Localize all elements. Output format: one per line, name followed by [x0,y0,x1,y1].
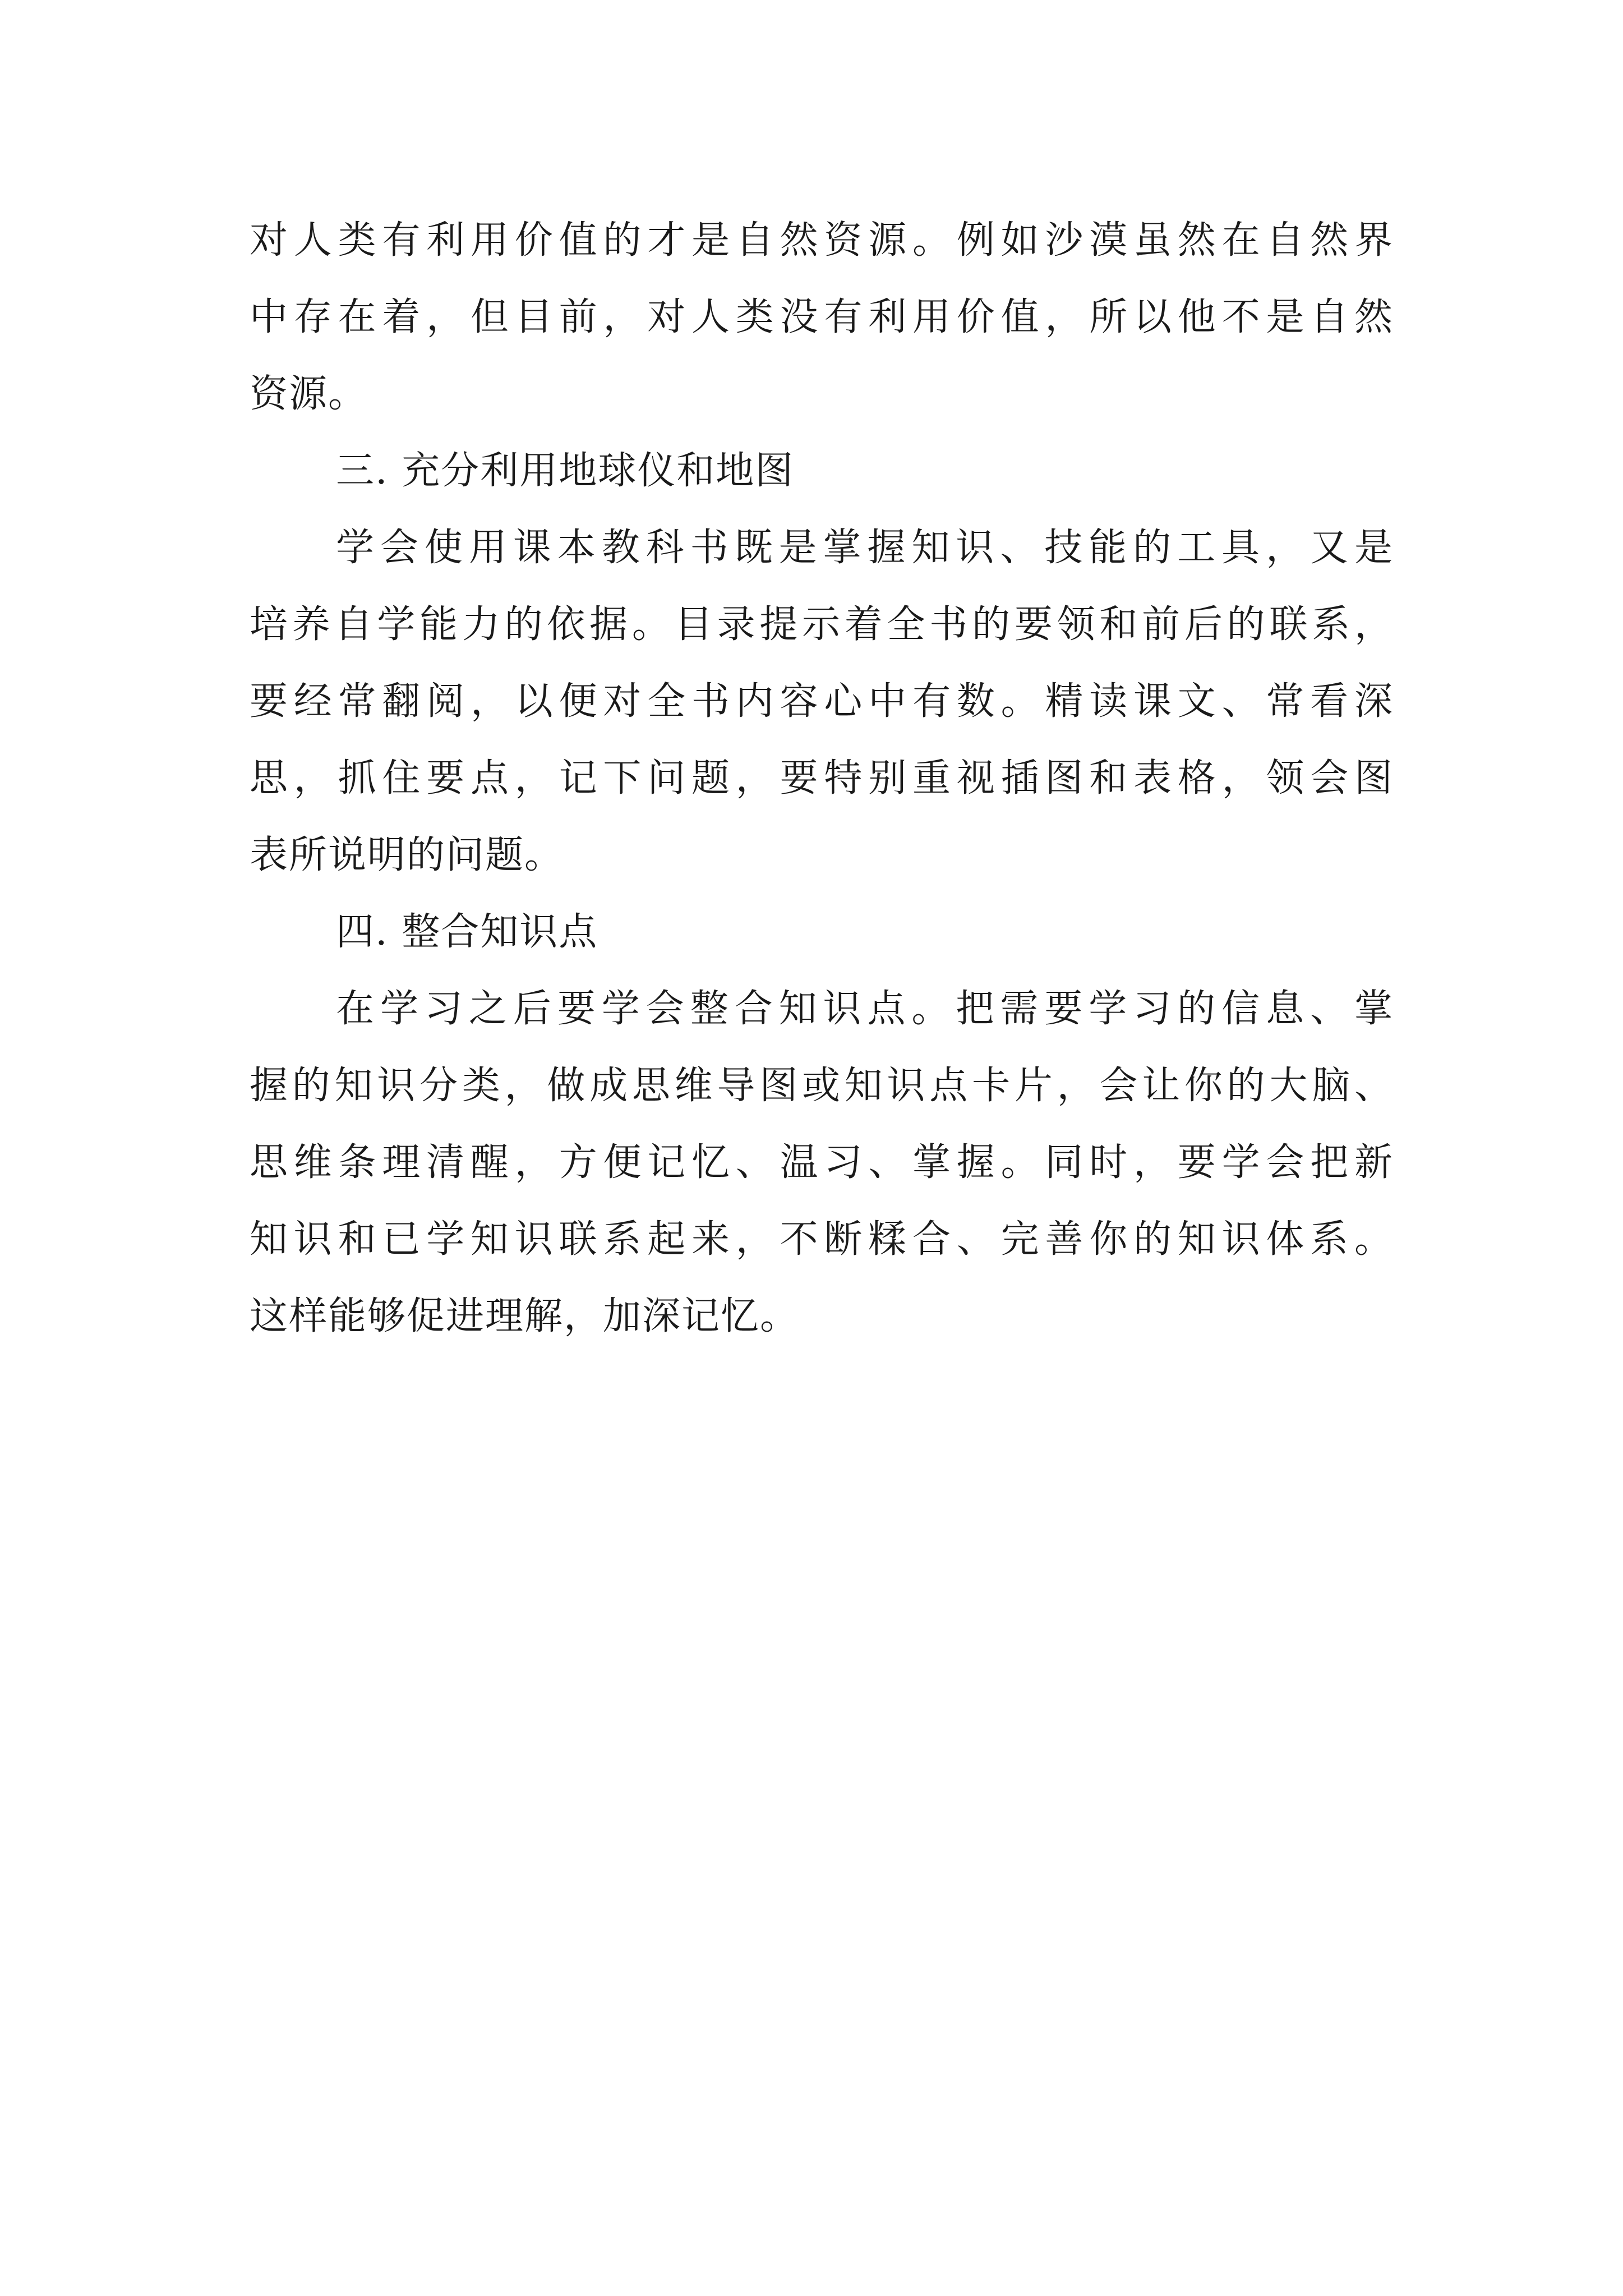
text-line: 资源。 [250,372,368,416]
text-line: 思，抓住要点，记下问题，要特别重视插图和表格，领会图 [250,756,1394,800]
text-line: 思维条理清醒，方便记忆、温习、掌握。同时，要学会把新 [250,1140,1394,1185]
text-line: 对人类有利用价值的才是自然资源。例如沙漠虽然在自然界 [250,218,1394,263]
text-line: 握的知识分类，做成思维导图或知识点卡片，会让你的大脑、 [250,1064,1394,1108]
document-body [250,202,1394,1355]
text-line: 在学习之后要学会整合知识点。把需要学习的信息、掌 [336,987,1394,1031]
text-line: 要经常翻阅，以便对全书内容心中有数。精读课文、常看深 [250,679,1394,724]
paragraph-textbook-use [250,509,1394,894]
text-line: 中存在着，但目前，对人类没有利用价值，所以他不是自然 [250,295,1394,339]
paragraph-integrate-knowledge [250,970,1394,1355]
section-heading-3: 三. 充分利用地球仪和地图 [336,449,795,493]
paragraph-continued [250,202,1394,432]
text-line: 表所说明的问题。 [250,833,564,877]
text-line: 知识和已学知识联系起来，不断糅合、完善你的知识体系。 [250,1217,1394,1262]
text-line: 培养自学能力的依据。目录提示着全书的要领和前后的联系， [250,602,1394,647]
section-heading-4: 四. 整合知识点 [336,910,598,954]
text-line: 这样能够促进理解，加深记忆。 [250,1294,800,1338]
text-line: 学会使用课本教科书既是掌握知识、技能的工具，又是 [336,526,1394,570]
